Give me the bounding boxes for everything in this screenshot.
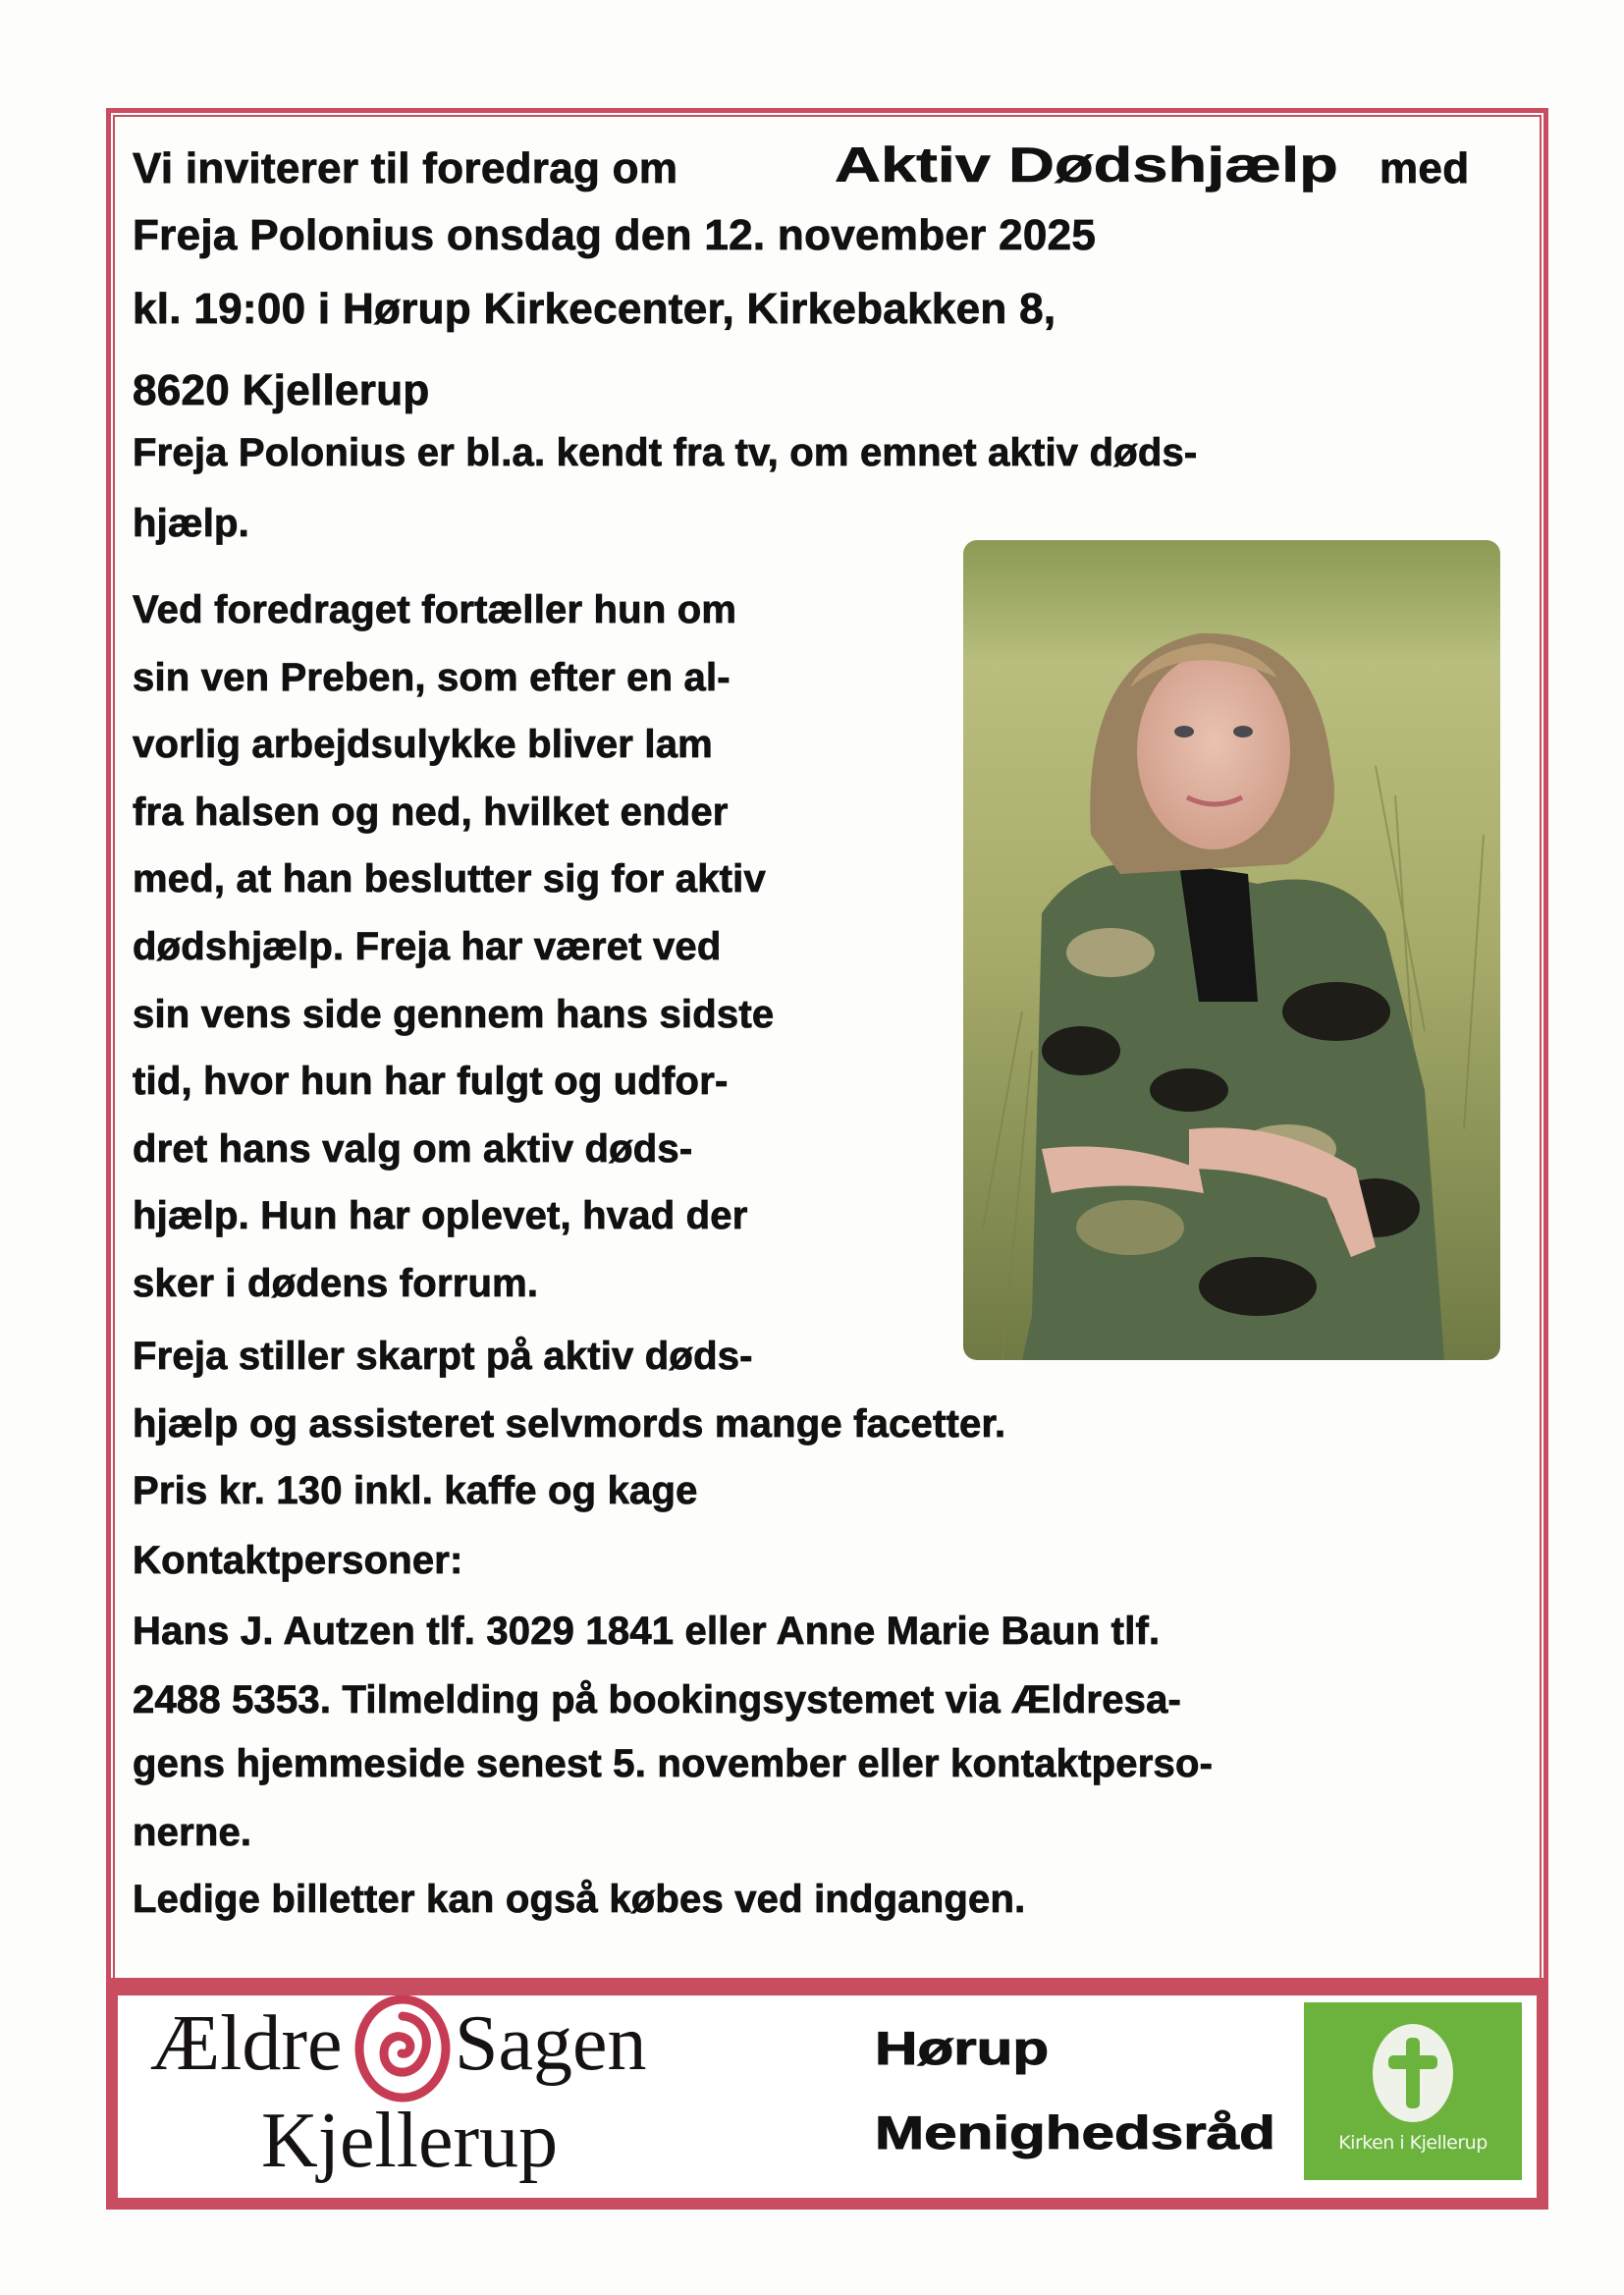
horup-title: Hørup [875, 2022, 1050, 2074]
invitation-line-1 [133, 144, 678, 192]
invitation-line-3: kl. 19:00 i Hørup Kirkecenter, Kirkebakken 8, [133, 285, 1056, 333]
contacts-line: Hans J. Autzen tlf. 3029 1841 eller Anne Marie Baun tlf. [133, 1610, 1161, 1653]
body-line: fra halsen og ned, hvilket ender [133, 791, 729, 834]
body-line: sin vens side gennem hans sidste [133, 993, 775, 1036]
registration-line: gens hjemmeside senest 5. november eller kontaktperso- [133, 1742, 1214, 1785]
registration-line: nerne. [133, 1811, 252, 1854]
body-line: tid, hvor hun har fulgt og udfor- [133, 1060, 729, 1103]
body-line: Ved foredraget fortæller hun om [133, 588, 737, 631]
cross-icon [1371, 2022, 1455, 2124]
price-line: Pris kr. 130 inkl. kaffe og kage [133, 1469, 698, 1512]
registration-line: 2488 5353. Tilmelding på bookingsystemet via Ældresa- [133, 1678, 1182, 1721]
body-line: hjælp. Hun har oplevet, hvad der [133, 1194, 748, 1237]
body-line: hjælp. [133, 502, 249, 545]
invitation-intro: Vi inviterer til foredrag om [133, 144, 678, 192]
body-line: hjælp og assisteret selvmords mange facetter. [133, 1402, 1006, 1446]
contacts-heading: Kontaktpersoner: [133, 1539, 463, 1582]
footer-divider [106, 1978, 1548, 1981]
kirken-label: Kirken i Kjellerup [1338, 2132, 1488, 2154]
aeldresagen-word-left: Ældre [150, 2000, 343, 2087]
tickets-line: Ledige billetter kan også købes ved indgangen. [133, 1878, 1026, 1921]
invitation-line-4: 8620 Kjellerup [133, 366, 430, 414]
body-line: sin ven Preben, som efter en al- [133, 656, 731, 699]
body-line: vorlig arbejdsulykke bliver lam [133, 723, 713, 766]
topic-title: Aktiv Dødshjælp [835, 137, 1338, 192]
body-line: dødshjælp. Freja har været ved [133, 925, 722, 968]
body-line: Freja Polonius er bl.a. kendt fra tv, om emnet aktiv døds- [133, 431, 1198, 474]
invitation-line-2: Freja Polonius onsdag den 12. november 2025 [133, 211, 1097, 259]
body-line: sker i dødens forrum. [133, 1262, 539, 1305]
body-line: med, at han beslutter sig for aktiv [133, 857, 766, 901]
menighedsraad-title: Menighedsråd [875, 2106, 1275, 2158]
kirken-i-kjellerup-logo [1304, 2002, 1522, 2180]
body-line: dret hans valg om aktiv døds- [133, 1127, 693, 1171]
invitation-med: med [1380, 144, 1470, 192]
speaker-photo [963, 540, 1500, 1360]
body-line: Freja stiller skarpt på aktiv døds- [133, 1335, 753, 1378]
aeldresagen-city: Kjellerup [261, 2098, 559, 2184]
aeldresagen-word-right: Sagen [455, 2000, 647, 2087]
aeldresagen-swirl-icon [354, 1994, 451, 2103]
